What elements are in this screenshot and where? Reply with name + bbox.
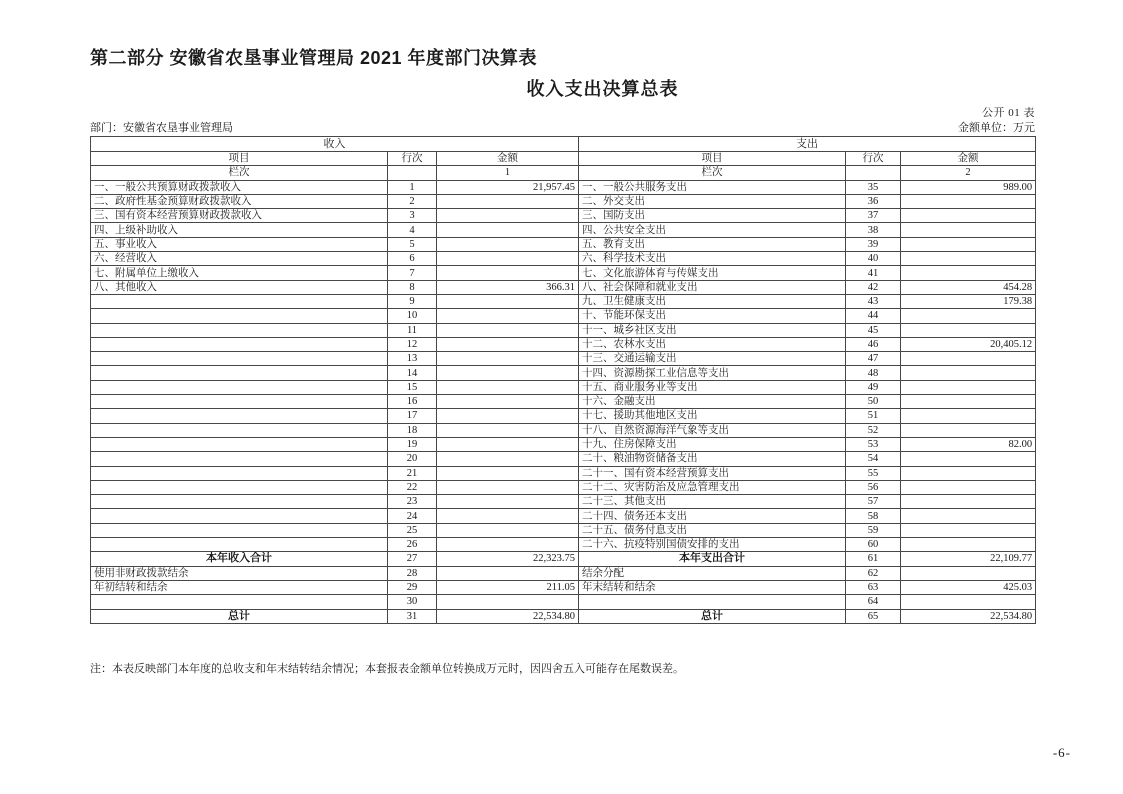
expense-amount — [901, 509, 1036, 523]
expense-item: 三、国防支出 — [579, 209, 846, 223]
income-item: 总计 — [91, 609, 388, 623]
expense-item: 年末结转和结余 — [579, 580, 846, 594]
expense-column-index-value: 2 — [901, 166, 1036, 180]
income-amount — [437, 223, 579, 237]
expense-item: 十四、资源勘探工业信息等支出 — [579, 366, 846, 380]
expense-item: 二、外交支出 — [579, 194, 846, 208]
income-column-index-label: 栏次 — [91, 166, 388, 180]
income-row-number: 29 — [388, 580, 437, 594]
income-item — [91, 366, 388, 380]
income-amount — [437, 437, 579, 451]
income-item: 一、一般公共预算财政拨款收入 — [91, 180, 388, 194]
expense-item: 十一、城乡社区支出 — [579, 323, 846, 337]
expense-row-number: 54 — [846, 452, 901, 466]
income-row-number: 9 — [388, 294, 437, 308]
expense-row-number: 39 — [846, 237, 901, 251]
income-col-amount-header: 金额 — [437, 152, 579, 166]
expense-amount: 22,534.80 — [901, 609, 1036, 623]
expense-item: 八、社会保障和就业支出 — [579, 280, 846, 294]
summary-table — [90, 136, 1036, 624]
income-amount — [437, 509, 579, 523]
expense-amount: 20,405.12 — [901, 337, 1036, 351]
expense-item: 二十五、债务付息支出 — [579, 523, 846, 537]
income-item — [91, 523, 388, 537]
income-row-number: 20 — [388, 452, 437, 466]
table-row — [91, 237, 1036, 251]
income-row-number: 5 — [388, 237, 437, 251]
income-item — [91, 480, 388, 494]
income-amount — [437, 380, 579, 394]
expense-row-number: 59 — [846, 523, 901, 537]
income-amount — [437, 309, 579, 323]
table-row — [91, 223, 1036, 237]
income-item — [91, 380, 388, 394]
meta-row — [90, 119, 1035, 135]
expense-item: 七、文化旅游体育与传媒支出 — [579, 266, 846, 280]
table-row — [91, 409, 1036, 423]
table-row — [91, 480, 1036, 494]
table-row — [91, 323, 1036, 337]
income-item: 四、上级补助收入 — [91, 223, 388, 237]
page-subtitle: 收入支出决算总表 — [526, 79, 679, 99]
unit-label: 金额单位：万元 — [958, 122, 1035, 134]
income-row-number: 17 — [388, 409, 437, 423]
expense-amount — [901, 309, 1036, 323]
income-item: 年初结转和结余 — [91, 580, 388, 594]
income-item — [91, 395, 388, 409]
income-row-number: 4 — [388, 223, 437, 237]
table-wrap — [90, 136, 1035, 624]
table-code: 公开 01 表 — [982, 107, 1035, 119]
table-row — [91, 580, 1036, 594]
expense-amount — [901, 523, 1036, 537]
expense-item: 六、科学技术支出 — [579, 252, 846, 266]
table-row — [91, 552, 1036, 566]
income-amount — [437, 452, 579, 466]
expense-item: 二十二、灾害防治及应急管理支出 — [579, 480, 846, 494]
income-row-number: 11 — [388, 323, 437, 337]
expense-amount: 179.38 — [901, 294, 1036, 308]
expense-row-number: 62 — [846, 566, 901, 580]
expense-item: 十二、农林水支出 — [579, 337, 846, 351]
table-row — [91, 380, 1036, 394]
income-row-number: 18 — [388, 423, 437, 437]
expense-item: 二十一、国有资本经营预算支出 — [579, 466, 846, 480]
expense-amount — [901, 452, 1036, 466]
expense-row-number: 56 — [846, 480, 901, 494]
income-row-number: 16 — [388, 395, 437, 409]
income-amount — [437, 423, 579, 437]
expense-row-number: 42 — [846, 280, 901, 294]
income-amount — [437, 337, 579, 351]
expense-item: 十六、金融支出 — [579, 395, 846, 409]
income-amount — [437, 323, 579, 337]
income-item: 本年收入合计 — [91, 552, 388, 566]
expense-row-number: 64 — [846, 595, 901, 609]
income-row-number: 6 — [388, 252, 437, 266]
expense-amount — [901, 566, 1036, 580]
income-row-number: 15 — [388, 380, 437, 394]
expense-amount — [901, 480, 1036, 494]
table-row — [91, 538, 1036, 552]
expense-amount — [901, 466, 1036, 480]
expense-item: 十、节能环保支出 — [579, 309, 846, 323]
income-row-number: 26 — [388, 538, 437, 552]
table-row — [91, 266, 1036, 280]
table-row — [91, 509, 1036, 523]
expense-row-number: 36 — [846, 194, 901, 208]
column-header-row — [91, 152, 1036, 166]
expense-amount: 82.00 — [901, 437, 1036, 451]
income-amount — [437, 566, 579, 580]
table-row — [91, 252, 1036, 266]
income-amount — [437, 595, 579, 609]
income-column-index-value: 1 — [437, 166, 579, 180]
income-item — [91, 538, 388, 552]
expense-row-number: 52 — [846, 423, 901, 437]
expense-col-amount-header: 金额 — [901, 152, 1036, 166]
expense-amount: 454.28 — [901, 280, 1036, 294]
income-amount — [437, 294, 579, 308]
expense-row-number: 37 — [846, 209, 901, 223]
table-row — [91, 280, 1036, 294]
income-amount — [437, 395, 579, 409]
income-item — [91, 409, 388, 423]
table-row — [91, 309, 1036, 323]
income-amount — [437, 409, 579, 423]
footnote: 注：本表反映部门本年度的总收支和年末结转结余情况；本套报表金额单位转换成万元时，因四舍五入可能存在尾数误差。 — [90, 663, 684, 675]
expense-amount — [901, 538, 1036, 552]
table-row — [91, 337, 1036, 351]
income-item — [91, 423, 388, 437]
income-amount — [437, 538, 579, 552]
income-amount — [437, 194, 579, 208]
expense-item: 结余分配 — [579, 566, 846, 580]
expense-row-number: 50 — [846, 395, 901, 409]
income-item — [91, 595, 388, 609]
expense-amount — [901, 352, 1036, 366]
income-row-number: 27 — [388, 552, 437, 566]
table-row — [91, 180, 1036, 194]
expense-amount — [901, 266, 1036, 280]
table-row — [91, 352, 1036, 366]
income-row-number: 1 — [388, 180, 437, 194]
expense-row-number: 51 — [846, 409, 901, 423]
expense-row-number: 46 — [846, 337, 901, 351]
income-amount — [437, 252, 579, 266]
table-row — [91, 609, 1036, 623]
income-amount: 21,957.45 — [437, 180, 579, 194]
expense-item: 五、教育支出 — [579, 237, 846, 251]
income-row-number: 13 — [388, 352, 437, 366]
table-row — [91, 437, 1036, 451]
income-row-number: 8 — [388, 280, 437, 294]
expense-amount — [901, 323, 1036, 337]
table-row — [91, 423, 1036, 437]
expense-row-number: 53 — [846, 437, 901, 451]
expense-amount — [901, 366, 1036, 380]
income-item — [91, 294, 388, 308]
table-row — [91, 366, 1036, 380]
income-item — [91, 337, 388, 351]
expense-amount — [901, 209, 1036, 223]
table-row — [91, 294, 1036, 308]
income-row-number: 25 — [388, 523, 437, 537]
expense-item: 四、公共安全支出 — [579, 223, 846, 237]
table-row — [91, 495, 1036, 509]
expense-amount — [901, 595, 1036, 609]
income-amount — [437, 237, 579, 251]
page-number: -6- — [1052, 745, 1071, 760]
expense-amount: 425.03 — [901, 580, 1036, 594]
income-item — [91, 509, 388, 523]
expense-row-number: 47 — [846, 352, 901, 366]
income-amount — [437, 266, 579, 280]
expense-row-number: 55 — [846, 466, 901, 480]
income-row-number: 30 — [388, 595, 437, 609]
income-row-number: 21 — [388, 466, 437, 480]
income-row-number: 10 — [388, 309, 437, 323]
expense-row-number: 48 — [846, 366, 901, 380]
expense-column-index-blank — [846, 166, 901, 180]
income-item: 使用非财政拨款结余 — [91, 566, 388, 580]
income-item: 七、附属单位上缴收入 — [91, 266, 388, 280]
income-section-header: 收入 — [91, 137, 579, 152]
expense-item: 十九、住房保障支出 — [579, 437, 846, 451]
expense-row-number: 45 — [846, 323, 901, 337]
income-amount — [437, 466, 579, 480]
income-amount — [437, 523, 579, 537]
expense-item: 一、一般公共服务支出 — [579, 180, 846, 194]
expense-row-number: 60 — [846, 538, 901, 552]
income-amount: 366.31 — [437, 280, 579, 294]
expense-row-number: 40 — [846, 252, 901, 266]
expense-row-number: 65 — [846, 609, 901, 623]
expense-row-number: 44 — [846, 309, 901, 323]
section-header-row — [91, 137, 1036, 152]
income-item: 八、其他收入 — [91, 280, 388, 294]
income-item: 六、经营收入 — [91, 252, 388, 266]
income-item — [91, 452, 388, 466]
expense-col-item-header: 项目 — [579, 152, 846, 166]
expense-amount: 989.00 — [901, 180, 1036, 194]
income-amount: 22,534.80 — [437, 609, 579, 623]
expense-item: 十五、商业服务业等支出 — [579, 380, 846, 394]
income-row-number: 3 — [388, 209, 437, 223]
income-amount: 211.05 — [437, 580, 579, 594]
expense-amount — [901, 495, 1036, 509]
income-row-number: 23 — [388, 495, 437, 509]
income-item — [91, 437, 388, 451]
expense-item: 二十六、抗疫特别国债安排的支出 — [579, 538, 846, 552]
income-row-number: 2 — [388, 194, 437, 208]
income-amount — [437, 480, 579, 494]
department-label: 部门：安徽省农垦事业管理局 — [90, 122, 233, 134]
table-row — [91, 523, 1036, 537]
expense-row-number: 43 — [846, 294, 901, 308]
expense-amount — [901, 194, 1036, 208]
expense-amount — [901, 395, 1036, 409]
income-row-number: 12 — [388, 337, 437, 351]
expense-column-index-label: 栏次 — [579, 166, 846, 180]
income-row-number: 31 — [388, 609, 437, 623]
income-item: 三、国有资本经营预算财政拨款收入 — [91, 209, 388, 223]
table-row — [91, 209, 1036, 223]
expense-section-header: 支出 — [579, 137, 1036, 152]
income-item — [91, 323, 388, 337]
expense-row-number: 58 — [846, 509, 901, 523]
expense-amount — [901, 237, 1036, 251]
expense-amount — [901, 252, 1036, 266]
expense-col-row-header: 行次 — [846, 152, 901, 166]
expense-row-number: 35 — [846, 180, 901, 194]
expense-item: 十七、援助其他地区支出 — [579, 409, 846, 423]
expense-row-number: 61 — [846, 552, 901, 566]
expense-item: 十三、交通运输支出 — [579, 352, 846, 366]
income-row-number: 22 — [388, 480, 437, 494]
expense-amount — [901, 409, 1036, 423]
income-amount — [437, 495, 579, 509]
expense-amount: 22,109.77 — [901, 552, 1036, 566]
income-item — [91, 309, 388, 323]
table-row — [91, 566, 1036, 580]
income-col-item-header: 项目 — [91, 152, 388, 166]
expense-item: 本年支出合计 — [579, 552, 846, 566]
expense-item — [579, 595, 846, 609]
expense-row-number: 38 — [846, 223, 901, 237]
expense-item: 九、卫生健康支出 — [579, 294, 846, 308]
income-item: 二、政府性基金预算财政拨款收入 — [91, 194, 388, 208]
income-item — [91, 495, 388, 509]
expense-item: 总计 — [579, 609, 846, 623]
expense-amount — [901, 223, 1036, 237]
income-row-number: 19 — [388, 437, 437, 451]
expense-item: 十八、自然资源海洋气象等支出 — [579, 423, 846, 437]
income-row-number: 7 — [388, 266, 437, 280]
income-amount — [437, 352, 579, 366]
income-amount — [437, 209, 579, 223]
income-item — [91, 466, 388, 480]
table-row — [91, 466, 1036, 480]
income-amount — [437, 366, 579, 380]
expense-row-number: 57 — [846, 495, 901, 509]
income-item — [91, 352, 388, 366]
income-column-index-blank — [388, 166, 437, 180]
expense-row-number: 49 — [846, 380, 901, 394]
expense-row-number: 63 — [846, 580, 901, 594]
income-row-number: 14 — [388, 366, 437, 380]
table-row — [91, 194, 1036, 208]
expense-row-number: 41 — [846, 266, 901, 280]
income-item: 五、事业收入 — [91, 237, 388, 251]
expense-item: 二十三、其他支出 — [579, 495, 846, 509]
table-row — [91, 452, 1036, 466]
income-row-number: 24 — [388, 509, 437, 523]
expense-item: 二十、粮油物资储备支出 — [579, 452, 846, 466]
expense-amount — [901, 380, 1036, 394]
income-amount: 22,323.75 — [437, 552, 579, 566]
table-row — [91, 595, 1036, 609]
column-index-row — [91, 166, 1036, 180]
expense-amount — [901, 423, 1036, 437]
page-title: 第二部分 安徽省农垦事业管理局 2021 年度部门决算表 — [90, 48, 538, 68]
income-col-row-header: 行次 — [388, 152, 437, 166]
expense-item: 二十四、债务还本支出 — [579, 509, 846, 523]
income-row-number: 28 — [388, 566, 437, 580]
table-row — [91, 395, 1036, 409]
